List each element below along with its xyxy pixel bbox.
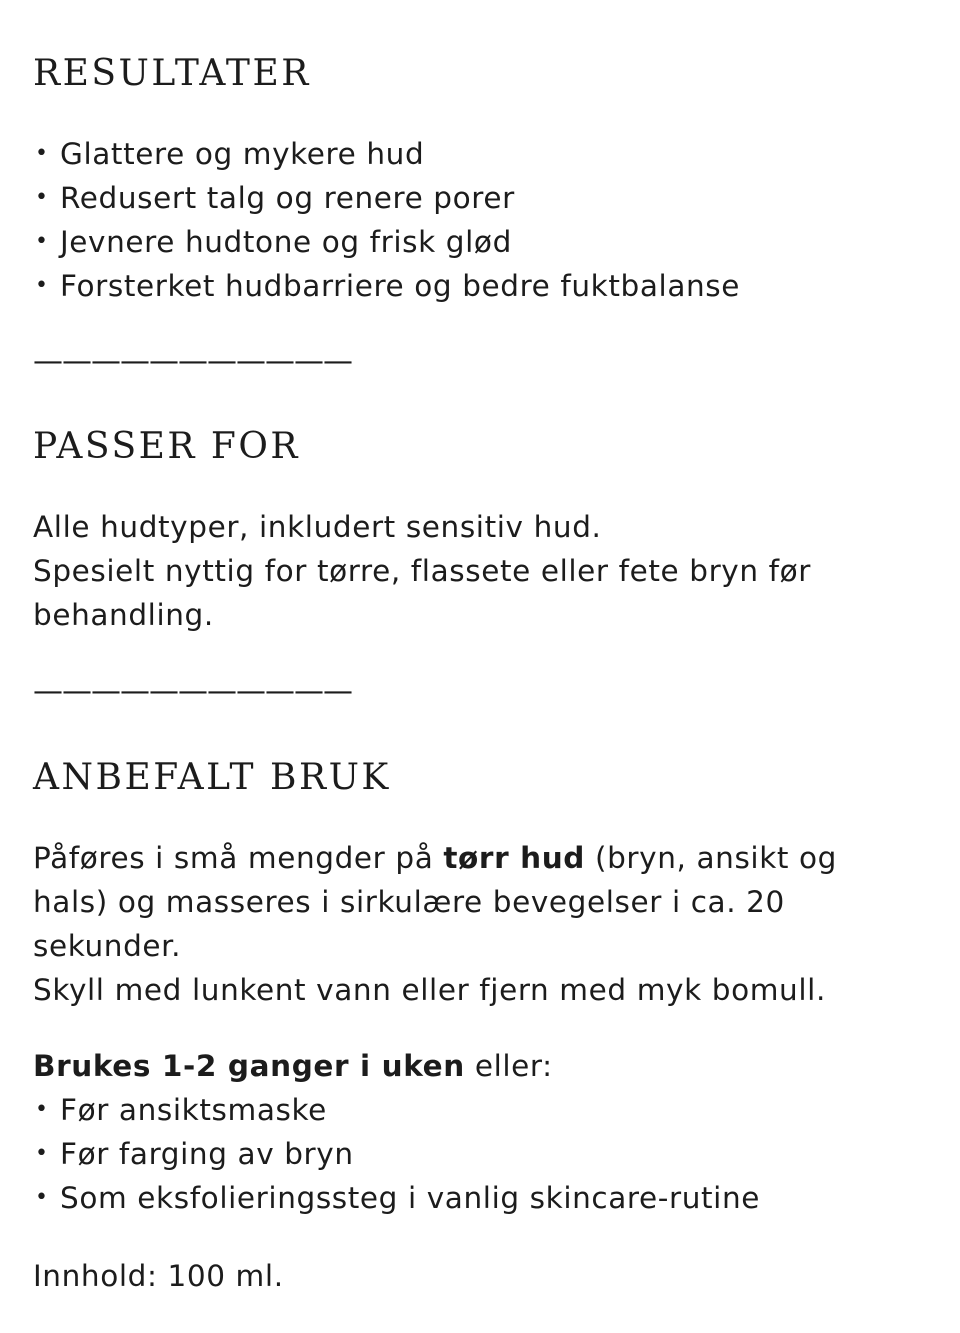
usage-line: hals) og masseres i sirkulære bevegelser i ca. 20 bbox=[33, 885, 785, 919]
list-item: • Jevnere hudtone og frisk glød bbox=[33, 220, 740, 264]
usage-frequency: Brukes 1-2 ganger i uken eller: bbox=[33, 1049, 553, 1083]
usage-line: Påføres i små mengder på tørr hud (bryn, ansikt og bbox=[33, 841, 838, 875]
list-item: • Redusert talg og renere porer bbox=[33, 176, 740, 220]
list-item: • Forsterket hudbarriere og bedre fuktbalanse bbox=[33, 264, 740, 308]
suitable-for-line: behandling. bbox=[33, 598, 214, 632]
results-list bbox=[33, 132, 740, 308]
usage-instructions bbox=[33, 836, 837, 1012]
section-divider: ——————————— bbox=[33, 344, 352, 379]
suitable-for-text bbox=[33, 505, 811, 637]
list-item: • Før ansiktsmaske bbox=[33, 1088, 760, 1132]
emphasis-text: tørr hud bbox=[443, 841, 586, 875]
list-item: • Før farging av bryn bbox=[33, 1132, 760, 1176]
frequency-text: Brukes 1-2 ganger i uken bbox=[33, 1049, 465, 1083]
section-divider: ——————————— bbox=[33, 674, 352, 709]
list-item: • Som eksfolieringssteg i vanlig skincare-rutine bbox=[33, 1176, 760, 1220]
results-heading: RESULTATER bbox=[33, 53, 311, 94]
usage-heading: ANBEFALT BRUK bbox=[33, 757, 391, 798]
usage-line: sekunder. bbox=[33, 929, 182, 963]
suitable-for-heading: PASSER FOR bbox=[33, 426, 301, 467]
suitable-for-line: Alle hudtyper, inkludert sensitiv hud. bbox=[33, 510, 602, 544]
list-item: • Glattere og mykere hud bbox=[33, 132, 740, 176]
suitable-for-line: Spesielt nyttig for tørre, flassete eller fete bryn før bbox=[33, 554, 812, 588]
usage-line: Skyll med lunkent vann eller fjern med myk bomull. bbox=[33, 973, 826, 1007]
usage-list bbox=[33, 1088, 760, 1220]
content-volume: Innhold: 100 ml. bbox=[33, 1259, 284, 1293]
